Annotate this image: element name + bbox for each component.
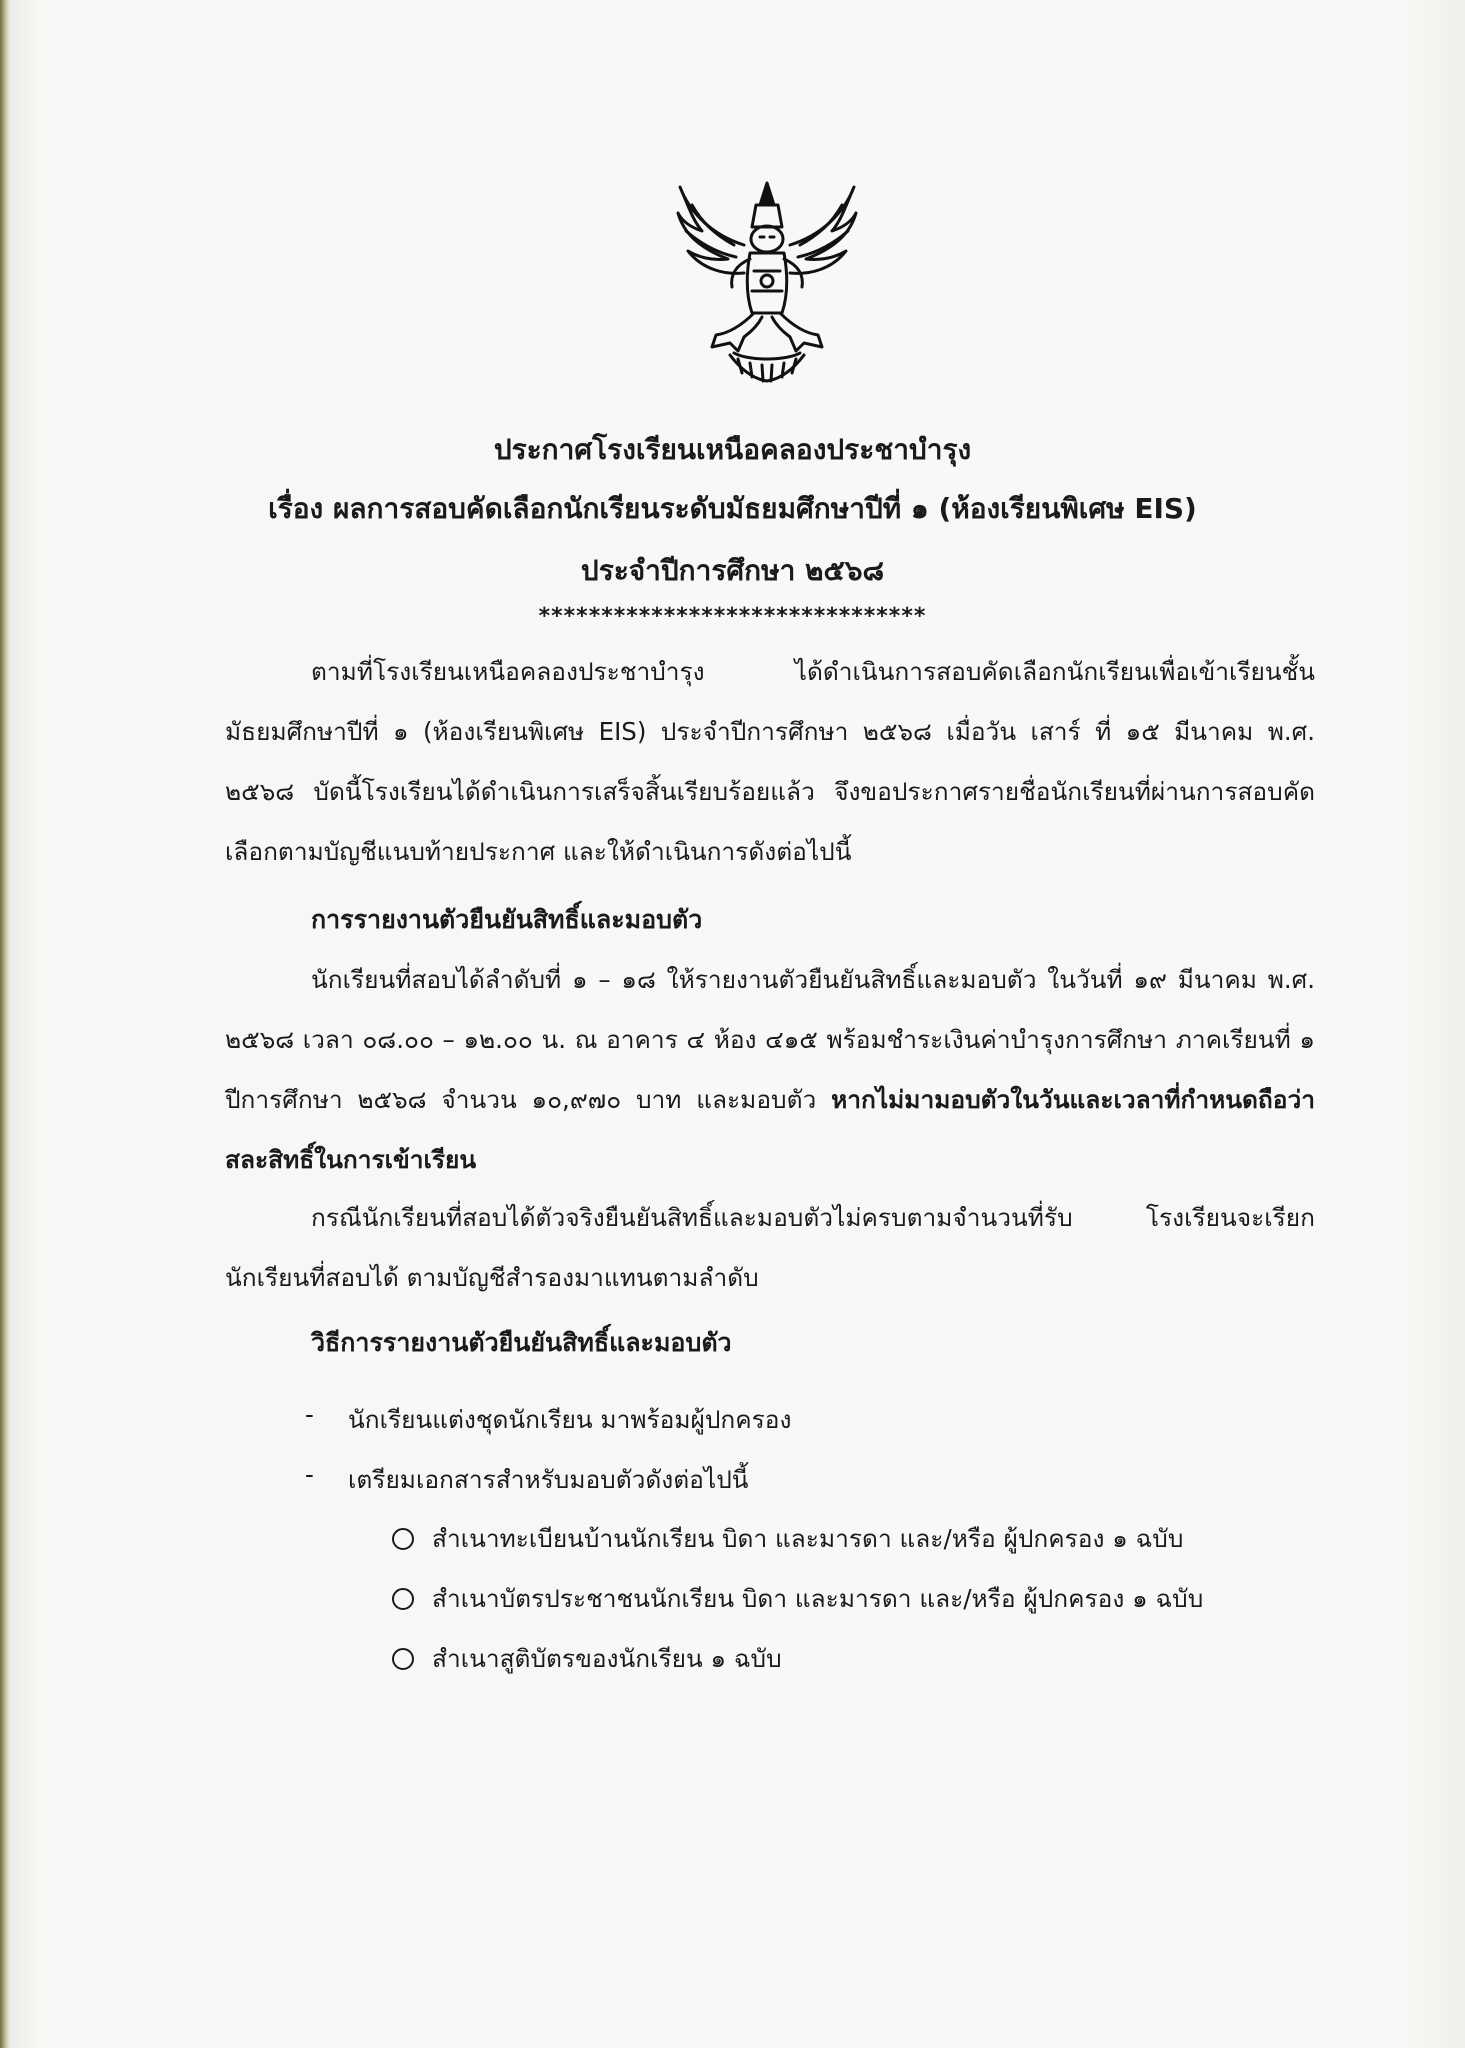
reserve-text: กรณีนักเรียนที่สอบได้ตัวจริงยืนยันสิทธิ์และมอบตัวไม่ครบตามจำนวนที่รับ โรงเรียนจะเรียกนักเรียนที่สอบได้ ตามบัญชีสำรองมาแทนตามลำดับ <box>225 1203 1315 1292</box>
document-item: สำเนาบัตรประชาชนนักเรียน บิดา และมารดา และ/หรือ ผู้ปกครอง ๑ ฉบับ <box>432 1584 1204 1613</box>
announcement-title: ประกาศโรงเรียนเหนือคลองประชาบำรุง <box>493 433 972 466</box>
circle-bullet-icon <box>392 1648 414 1670</box>
bullet-item: นักเรียนแต่งชุดนักเรียน มาพร้อมผู้ปกครอง <box>348 1405 792 1434</box>
report-text: นักเรียนที่สอบได้ลำดับที่ ๑ – ๑๘ ให้รายงานตัวยืนยันสิทธิ์และมอบตัว ในวันที่ ๑๙ มีนาคม พ.ศ. ๒๕๖๘ เวลา ๐๘.๐๐ – ๑๒.๐๐ น. ณ อาคาร ๔ ห้อง ๔๑๕ พร้อมชำระเงินค่าบำรุงการศึกษา ภาคเรียนที่ ๑ ปีการศึกษา ๒๕๖๘ จำนวน ๑๐,๙๗๐ บาท และมอบตัว <box>225 965 1315 1114</box>
document-item: สำเนาทะเบียนบ้านนักเรียน บิดา และมารดา และ/หรือ ผู้ปกครอง ๑ ฉบับ <box>432 1524 1184 1553</box>
divider-stars: ******************************* <box>538 604 927 629</box>
bullet-marker: - <box>305 1400 314 1429</box>
bullet-item: เตรียมเอกสารสำหรับมอบตัวดังต่อไปนี้ <box>348 1465 749 1494</box>
circle-bullet-icon <box>392 1528 414 1550</box>
document-item: สำเนาสูติบัตรของนักเรียน ๑ ฉบับ <box>432 1644 782 1673</box>
section-title-method: วิธีการรายงานตัวยืนยันสิทธิ์และมอบตัว <box>311 1328 732 1357</box>
announcement-subject: เรื่อง ผลการสอบคัดเลือกนักเรียนระดับมัธยมศึกษาปีที่ ๑ (ห้องเรียนพิเศษ EIS) <box>268 492 1197 525</box>
section-title-report: การรายงานตัวยืนยันสิทธิ์และมอบตัว <box>311 905 703 934</box>
report-paragraph <box>225 950 1315 1190</box>
garuda-emblem-icon <box>672 175 862 390</box>
intro-text: ตามที่โรงเรียนเหนือคลองประชาบำรุง ได้ดำเนินการสอบคัดเลือกนักเรียนเพื่อเข้าเรียนชั้นมัธยมศึกษาปีที่ ๑ (ห้องเรียนพิเศษ EIS) ประจำปีการศึกษา ๒๕๖๘ เมื่อวัน เสาร์ ที่ ๑๕ มีนาคม พ.ศ. ๒๕๖๘ บัดนี้โรงเรียนได้ดำเนินการเสร็จสิ้นเรียบร้อยแล้ว จึงขอประกาศรายชื่อนักเรียนที่ผ่านการสอบคัดเลือกตามบัญชีแนบท้ายประกาศ และให้ดำเนินการดังต่อไปนี้ <box>225 657 1315 866</box>
report-warning: หากไม่มามอบตัวในวันและเวลาที่กำหนดถือว่าสละสิทธิ์ในการเข้าเรียน <box>225 1085 1315 1174</box>
reserve-paragraph <box>225 1188 1315 1308</box>
intro-paragraph <box>225 642 1315 882</box>
circle-bullet-icon <box>392 1588 414 1610</box>
bullet-marker: - <box>305 1460 314 1489</box>
scan-edge-shadow <box>0 0 10 2048</box>
announcement-year: ประจำปีการศึกษา ๒๕๖๘ <box>580 554 885 587</box>
